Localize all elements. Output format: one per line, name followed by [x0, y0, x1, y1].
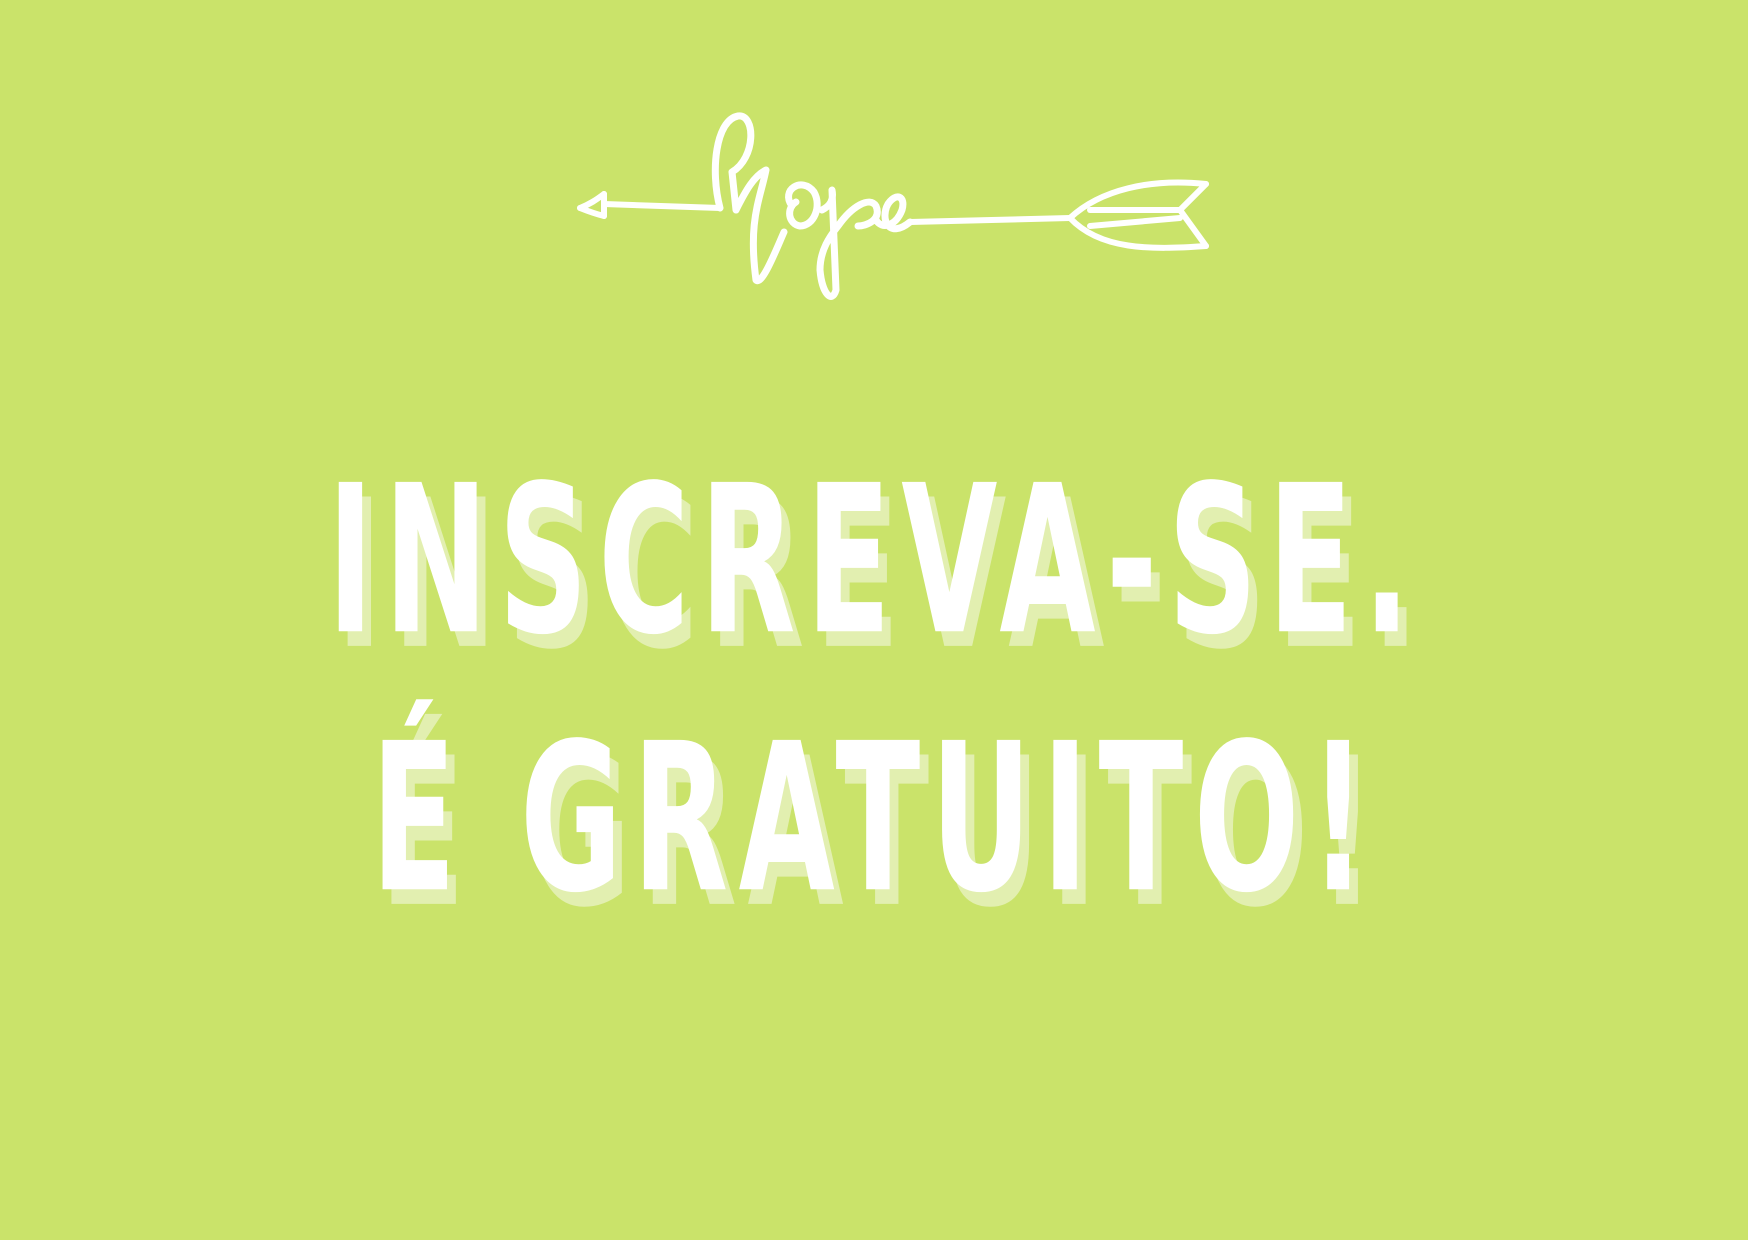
headline-line-1: INSCREVA-SE. [327, 440, 1421, 681]
hope-arrow-icon [570, 110, 1280, 340]
headline-line-2: É GRATUITO! [371, 698, 1377, 939]
